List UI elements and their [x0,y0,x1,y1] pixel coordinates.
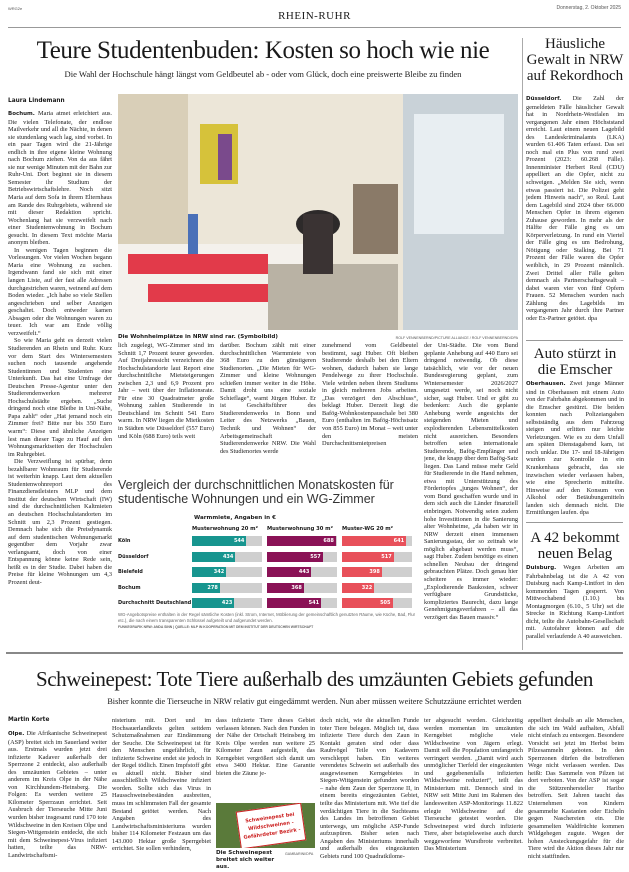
sidebar-story-1 [526,36,624,84]
paragraph: Wegen Arbeiten am Fahrbahnbelag ist die A 42 von Duisburg nach Kamp-Lintfort in den kommenden Tagen gesperrt. Von Mittwochabend (1.10.) bis Montagmorgen (6.10., 5 Uhr) sei die Strecke in Richtung Kamp-Lintfort dicht, teilte die Autobahn-Gesellschaft mit. Autofahrer können auf die parallel verlaufende A 40 ausweichen. [526,564,624,640]
sidebar-text-2 [526,380,624,516]
bar-track [267,567,337,577]
bar-track [267,536,337,546]
lead-author: Laura Lindemann [8,98,65,104]
bar-track [267,583,337,593]
bar-track [342,583,412,593]
bar: 688 [267,536,336,546]
category-label: Bielefeld [118,569,143,575]
second-column-3: dass infizierte Tiere dieses Gebiet verlassen können. Nach den Funden in der Nähe der Ortschaft Heinsberg im Kreis Olpe werden nun weitere 25 Kilometer Zaun aufgestellt, das Kerngebiet vergrößert sich damit um etwa 3400 Hektar. Eine Garantie bieten die Zäune je- [216,717,315,777]
bar-track [342,567,412,577]
photo-caption: Die Schweinepest breitet sich weiter aus. [216,850,275,870]
category-label: Durchschnitt Deutschland [118,600,192,606]
rent-comparison-chart [118,478,418,648]
bar-track [192,536,262,546]
bar-track [267,598,337,608]
bar-track [192,552,262,562]
bar: 505 [342,598,393,608]
bar: 443 [267,567,311,577]
sidebar-headline: Häusliche Gewalt in NRW auf Rekordhoch [526,36,624,84]
second-column-4: doch nicht, wie die aktuellen Funde toter Tiere belegen. Möglich ist, dass infizierte Tiere durch den Zaun in Kontakt geraten sind oder dass Raubvögel Teile von Kadavern verschleppt haben. Ein weiteres verendetes Schwein sei außerhalb des ausgewiesenen Kerngebietes in Siegen-Wittgenstein gefunden worden – nahe dem Zaun der Sperrzone II, in einem bereits eingezäunten Gebiet, teilte das Ministerium mit. Wie tief die verdächtigen Tiere in die Suchteams des Landes im betroffenen Gebiet unterwegs, um mögliche ASP-Funde aufzuspüren. Bisher seien nach Angaben des Ministeriums innerhalb und außerhalb des eingezäunten Gebiets rund 100 Quadratkilome- [320,717,419,860]
second-headline: Schweinepest: Tote Tiere außerhalb des umzäunten Gebiets gefunden [35,667,594,691]
warning-sign: Schweinepest bei Wildschweinen - Gefährdeter Bezirk - [236,803,307,848]
paragraph: Die Zahl der gemeldeten Fälle häuslicher Gewalt hat in Nordrhein-Westfalen im vergangenen Jahr einen Höchststand erreicht. Laut einem neuen Lagebild des Landeskriminalamts (LKA) wurden 61.406 Taten erfasst. Das sei noch mal ein Plus von rund zwei Prozent (2023: 60.268 Fälle). Innenminister Herbert Reul (CDU) appelliert an die Opfer, nicht zu schweigen. „Melden Sie sich, wenn etwas passiert ist. Die Polizei geht jedem Hinweis nach“, so Reul. Laut dem Lagebild sind 2024 über 66.000 Menschen Opfer in ihrem eigenen Zuhause geworden. In mehr als der Hälfte der Fälle ging es um Körperverletzung. In rund ein Viertel der Fälle ging es um Bedrohung, Nötigung oder Stalking. Bei 71 Prozent der Fälle waren die Opfer weiblich, in 29 Prozent männlich. Zwei Drittel aller Fälle gelten demnach als Partnerschaftsgewalt – dabei waren vier von fünf Opfern Frauen. 52 Menschen wurden nach Zählung des Lagebilds im vergangenen Jahr durch ihre Partner oder Ex-Partner getötet. dpa [526,95,624,322]
dateline: Oberhausen. [526,381,566,387]
divider [526,340,623,341]
second-subheadline: Bisher konnte die Tierseuche in NRW relativ gut eingedämmt werden. Nun aber müssen weitere Schutzzäune errichtet werden [107,697,522,706]
lead-column-3: darüber. Bochum zählt mit einer durchschnittlichen Warmmiete von 368 Euro zu den günstigeren Studienorten. „Die Mieten für WG-Zimmer und kleine Wohnungen schießen immer weiter in die Höhe. Damit droht uns eine soziale Schieflage“, warnt Jürgen Huber. Er ist Geschäftsführer des Studierendenwerks in Bonn und Leiter des Netzwerks „Bauen, Technik und Wohnen“ der Arbeitsgemeinschaft Studierendenwerke NRW. Die Wahl des Studienortes werde [220,342,316,455]
bar: 322 [342,583,374,593]
bar: 368 [267,583,304,593]
bar-track [342,536,412,546]
chart-plot [118,526,418,616]
story-divider [6,652,623,654]
second-column-6: appelliert deshalb an alle Menschen, die sich im Wald aufhalten, Abfall nicht einfach zu entsorgen. Besondere Vorsicht sei jetzt im Herbst beim Pilzesammeln geboten. In den Sperrzonen dürfen die betroffenen Wege nicht verlassen werden. Das heißt: Das Sammeln von Pilzen ist dort verboten. Von der ASP ist sogar die Stützrenhersteller Haribo betroffen. Seit Jahren taucht das Unternehmen von Kindern gesammelte Kastanien oder Eicheln gegen Naschereien ein. Die gesammelten Waldfrüchte kommen Wildgehegen zugute. Wegen der hohen Ansteckungsgefahr für die Tiere wird die Aktion dieses Jahr nur nicht stattfinden. [528,717,624,860]
paragraph: Die Afrikanische Schweinepest (ASP) breitet sich im Sauerland weiter aus. Erstmals wurden jetzt drei infizierte Kadaver außerhalb der Sperrzone 2 entdeckt, also außerhalb des umzäunten Gebietes – unter anderem im Kreis Olpe in der Nähe von Kirchhundem-Heinsberg. Die Folgen: Es werden weitere 25 Kilometer Sperrzaun errichtet. Seit Ausbruch der Tierseuche Mitte Juni wurden bisher insgesamt rund 170 tote Wildschweine in den Kreisen Olpe und Siegen-Wittgenstein entdeckt, die sich mit dem Schweinepest-Virus infiziert hatten, teilte das NRW-Landwirtschaftsmi- [8,730,107,859]
column-divider [522,38,523,650]
chart-source: FUNKEGRAFIK NRW: ANDA SINN | QUELLE: MLP IN KOOPERATION MIT DEM INSTITUT DER DEUTSCHEN WIRTSCHAFT [118,625,314,629]
dorm-room-photo [118,94,518,330]
photo-credit: GAMBARINI/DPA [285,852,314,856]
sidebar-headline: A 42 bekommt neuen Belag [530,530,620,562]
series-header: Muster-WG 20 m² [342,526,393,532]
dateline: Duisburg. [526,565,557,571]
second-column-2: nisterium mit. Dort und im Hochsauerlandkreis gelten seitdem Schutzmaßnahmen zur Eindämmung der Seuche. Die Schweinepest ist für den Menschen ungefährlich, für infizierte Schweine endet sie jedoch in der Regel tödlich. Einen Impfstoff gibt es aktuell nicht. Bisher sind ausschließlich Wildschweine infiziert worden. Sollte sich das Virus in Hausschweinebeständen ausbreiten, muss im schlimmsten Fall der gesamte Bestand getötet werden. Nach Angaben des Landwirtschaftsministeriums wurden bisher 114 Kilometer Festzaun um das 143.000 Hektar große Sperrgebiet errichtet. Sie sollen verhindern, [112,717,211,853]
issue-date: Donnerstag, 2. Oktober 2025 [556,5,621,11]
lead-subheadline: Die Wahl der Hochschule hängt längst vom Geldbeutel ab - oder vom Glück, doch eine preiswerte Bleibe zu finden [64,69,462,79]
category-label: Bochum [118,584,141,591]
bar: 557 [267,552,323,562]
bar: 434 [192,552,235,562]
lead-column-2: lich zugelegt, WG-Zimmer sind im Schnitt 1,7 Prozent teurer geworden. Auf Dreijahressicht verzeichnen die Hochschulstandorte laut Report eine durchschnittliche Mietsteigerungen zwischen 2,3 und 6,9 Prozent pro Jahr – weit über der Inflationsrate. Für eine 30 Quadratmeter große Wohnung zahlen Studierende in Deutschland im Schnitt 541 Euro warm. In NRW liegen die Mietkosten in Städten wie Düsseldorf (557 Euro) und Köln (688 Euro) teils weit [118,342,214,440]
sidebar-text-1 [526,95,624,335]
chart-title: Vergleich der durchschnittlichen Monatskosten für studentische Wohnungen und ein WG-Zimmer [118,478,394,506]
paragraph: Zwei junge Männer sind in Oberhausen mit einem Auto von der Fahrbahn abgekommen und in die Emscher gestürzt. Die beiden konnten nach Polizeiangaben selbstständig aus dem Fahrzeug steigen und erlitten nur leichte Verletzungen. Wie es zu dem Unfall am späten Dienstagabend kam, ist noch unklar. Die 17- und 18-Jährigen wurden zur Kontrolle in ein Krankenhaus gebracht, das sie inzwischen wieder verlassen haben, wie eine Sprecherin mitteilte. Hinweise auf den Konsum von Alkohol oder Betäubungsmitteln landen sich demnach nicht. Die Ermittlungen laufen. dpa [526,380,624,516]
chart-note: WG-Angebotspreise enthalten in der Regel sämtliche Kosten (inkl. Strom, Internet, Möblierung der gemeinschaftlich genutzten Räume, wie Küche, Bad, Flur etc.), die nach einem transparenten Schlüssel aufgeteilt und aufgerundet werden. [118,612,416,623]
lead-headline: Teure Studentenbuden: Kosten so hoch wie nie [36,37,490,64]
bar: 544 [192,536,246,546]
lead-column-4: zunehmend vom Geldbeutel bestimmt, sagt Huber. Oft bleiben Studierende deshalb bei den Eltern wohnen, dadurch haben sie lange Pendelwege zu ihrer Hochschule. Viele würden neben ihrem Studiums in gleich mehreren Jobs arbeiten. „Das verzögert den Abschluss“, beklagt Huber. Derzeit liegt die Bafög-Wohnkostenpauschale bei 380 Euro (enthalten im Bafög-Höchstsatz von 855 Euro) im Monat – weit unter den meisten Durchschnittsmietpreisen [322,342,418,448]
lead-column-5: der Uni-Städte. Die vom Bund geplante Anhebung auf 440 Euro sei dringend notwendig. Ob diese tatsächlich, wie vor der neuen Bundesregierung geplant, zum Wintersemester 2026/2027 umgesetzt werde, sei noch nicht sicher, sagt Huber. Und er gibt zu bedenken: Auch die geplante Anhebung werde angesichts der steigenden Mieten und explodierenden Lebensmittelkosten nicht ausreichen. Besonders betroffen seien internationale Studierende, Bafög-Empfänger und jene, die knapp über dem Bafög-Satz liegen. Das Land müsse mehr Geld für Studierende in die Hand nehmen, etwa mit Unterstützung des Fördertopfes „junges Wohnen“, der vom Bund geschaffen wurde und in dem sich auch die Länder finanziell einbringen. Notwendig seien zudem hohe Investitionen in die Sanierung alter Wohnheime, „da haben wir in NRW derzeit einen immensen Sanierungsstau, der so zeitnah wie möglich abgebaut werden muss“, sagt Huber. Zudem benötige es einen schnellen Neubau der dringend gebrauchten Plätze. Doch genau hier scheitere es immer wieder: „Explodierende Baukosten, schwer verfügbare Grundstücke, kompliziertes Baurecht, dazu lange Genehmigungsverfahren – all das verzögert das Bauen massiv.“ [424,342,518,621]
paragraph: In wenigen Tagen beginnen die Vorlesungen. Vor vielen Wochen begann Maria eine Wohnung zu suchen. Irgendwann fand sie sich mit einer langen Liste, auf der fast alle Adressen durchgestrichen waren, weinend auf dem Boden wieder. „Ich habe so viele Stellen angeschrieben und selber Anzeigen geschaltet. Doch entweder kamen Absagen oder die Wohnungen waren zu teuer. Ich war am Ende völlig verzweifelt.“ [8,246,112,337]
divider [526,522,623,523]
series-header: Musterwohnung 30 m² [267,526,333,532]
second-column-5: ter abgesucht worden. Gleichzeitig werden momentan im umzäunten Kerngebiet mögliche viele Wildschweine von Jägern erlegt. Damit soll die Population umfangreich verringert werden. „Damit wird auch unmöglicher Tierfeld der eingezäunten und gegebenenfalls infizierten Wildschweine reduziert“, teilt das Ministerium mit. Dennoch sind in NRW seit Mitte Juni im Rahmen des landesweiten ASP-Monitorings 11.822 erlegte Wildschweine auf die Tierseuche getestet worden. Die Schweinepest wird durch infizierte Tiere, aber beispielsweise auch durch weggeworfene Wurstbrote verbreitet. Das Ministerium [424,717,523,853]
header-divider [8,27,621,28]
bar: 541 [267,598,321,608]
dateline: Olpe. [8,731,25,737]
series-header: Musterwohnung 20 m² [192,526,258,532]
bar: 398 [342,567,382,577]
second-author: Martin Korte [8,717,50,723]
bar: 517 [342,552,394,562]
section-title: RHEIN-RUHR [278,10,351,22]
paragraph: Maria atmet erleichtert aus. Die vielen Telefonate, der endlose Mailverkehr und all die Nächte, in denen sie stundenlang wach lag, sind vorbei. In ein paar Tagen wird die 21-Jährige endlich in ihre eigene kleine Wohnung nach Bochum ziehen. Von da aus fährt sie nur wenige Minuten mit der Bahn zur Ruhr-Uni. Dort beginnt sie in diesem Semester ihr Studium der Betriebswirtschaftslehre. Noch sitzt Maria auf dem Sofa in ihrem Elternhaus am Rande des Ruhrgebiets, während sie mit dieser Redaktion spricht. Wochenlang hat sie verzweifelt nach einer Studentenwohnung in Bochum gesucht. In diesem Text möchte Maria anonym bleiben. [8,110,112,247]
bar-track [342,598,412,608]
edition-code: WRG2e [8,6,23,11]
bar-track [267,552,337,562]
second-column-1 [8,730,107,872]
bar-track [192,567,262,577]
swine-fever-sign-photo [216,803,315,848]
sidebar-text-3 [526,564,624,648]
chart-subtitle: Warmmiete, Angaben in € [194,515,276,521]
bar: 278 [192,583,220,593]
bar: 423 [192,598,234,608]
paragraph: Die Verzweiflung ist spürbar, denn bezahlbarer Wohnraum für Studierende ist weiterhin knapp. Laut dem aktuellen Studentenwohnreport des Finanzdienstleisters MLP und dem Institut der deutschen Wirtschaft (IW) sind die durchschnittlichen Kaltmieten an deutschen Hochschulstandorten im Schnitt um 2,3 Prozent gestiegen. Demnach habe sich die Preisdynamik auf dem studentischen Wohnungsmarkt gegenüber dem Vorjahr zwar verlangsamt, doch von einer Entspannung könne keine Rede sein, heißt es in der Studie. Dabei haben die Preise für kleine Wohnungen um 4,3 Prozent deut- [8,458,112,586]
bar: 641 [342,536,406,546]
bar: 342 [192,567,226,577]
category-label: Düsseldorf [118,553,149,560]
lead-column-1 [8,110,112,647]
photo-caption: Die Wohnheimplätze in NRW sind rar. (Symbolbild) [118,334,278,340]
category-label: Köln [118,538,131,544]
photo-credit: ROLF VENNENBERND/PICTURE ALLIANCE / ROLF VENNENBERND/DPA [395,336,518,340]
bar-track [192,583,262,593]
bar-track [192,598,262,608]
dateline: Bochum. [8,111,35,117]
paragraph: So wie Maria geht es derzeit vielen Studierenden an Rhein und Ruhr. Kurz vor dem Start des Wintersemesters suchen noch tausende angehende Studentinnen und Studenten eine Unterkunft. Das hat eine Umfrage der Deutschen Presse-Agentur unter den Studierendenwerken mehrerer Hochschulstädte ergeben. „Suche dringend noch eine Bleibe in Uni-Nähe, Papa zahlt“ oder „Hat jemand noch ein Zimmer frei? Bitte nur bis 350 Euro warm“: Diese und ähnliche Anzeigen lest man dieser Tage zu Hauf auf den Wohnungsmarktseiten der Hochschulen im Ruhrgebiet. [8,337,112,458]
bar-track [342,552,412,562]
dateline: Düsseldorf. [526,96,562,102]
sidebar-headline: Auto stürzt in die Emscher [533,346,617,378]
